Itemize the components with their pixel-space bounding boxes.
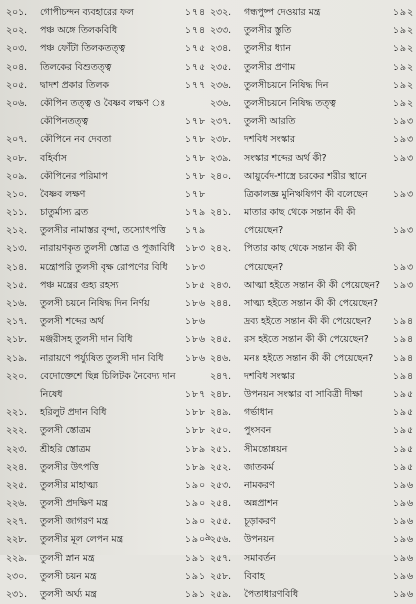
toc-entry — [210, 313, 414, 331]
entry-title: গন্ধপুষ্প দেওয়ার মন্ত্র — [244, 7, 321, 18]
toc-entry — [6, 22, 206, 40]
entry-number: ২১৫. — [6, 279, 28, 291]
entry-page: ১৮৯ — [184, 443, 206, 455]
entry-title: নারায়ণে পর্য্যুষিত তুলসী দান বিধি — [40, 352, 164, 364]
toc-entry — [210, 59, 414, 77]
entry-title: তুলসী শব্দের অর্থ — [40, 316, 104, 328]
entry-page: ১৮৬ — [184, 334, 206, 346]
entry-number: ২৩৮. — [210, 134, 232, 146]
entry-title: অন্নপ্রাশন — [244, 498, 279, 510]
entry-page: ১৯৬ — [392, 516, 414, 528]
toc-entry — [210, 550, 414, 568]
entry-page: ১৯২ — [392, 25, 414, 37]
entry-page: ১৭৮ — [184, 170, 206, 182]
entry-number: ২৪৮. — [210, 388, 232, 400]
entry-number: ২৫৭. — [210, 552, 232, 564]
toc-entry — [6, 113, 206, 131]
entry-title: চাতুর্মাস্য ব্রত — [40, 207, 88, 219]
entry-page: ১৯২ — [392, 43, 414, 55]
entry-number: ২৫০. — [210, 425, 232, 437]
toc-entry — [210, 568, 414, 586]
entry-page: ১৯২ — [392, 79, 414, 91]
entry-title: আত্মা হইতে সন্তান কী কী পেয়েছেন? — [244, 279, 380, 291]
toc-entry — [210, 441, 414, 459]
entry-page: ১৯৬ — [392, 570, 414, 582]
entry-page: ১৯৪ — [392, 370, 414, 382]
entry-page: ১৭৫ — [184, 43, 206, 55]
entry-page: ১৯৬ — [392, 498, 414, 510]
entry-number: ২৩২. — [210, 7, 232, 18]
entry-number: ২২৩. — [6, 443, 28, 455]
entry-page: ১৯৩ — [392, 188, 414, 200]
entry-title: গর্ভাধান — [244, 407, 274, 419]
toc-entry — [210, 95, 414, 113]
entry-page: ১৭৫ — [184, 61, 206, 73]
entry-title: কৌপিনতত্ত্ব — [40, 116, 89, 128]
toc-entry — [210, 368, 414, 386]
entry-number: ২২৪. — [6, 461, 28, 473]
entry-number: ২৫৫. — [210, 516, 232, 528]
entry-number: ২০৩. — [6, 43, 28, 55]
entry-page: ১৯২ — [392, 61, 414, 73]
toc-entry — [6, 368, 206, 386]
entry-page: ১৯৬ — [392, 589, 414, 600]
entry-number: ২০৫. — [6, 79, 28, 91]
entry-page: ১৯৩ — [392, 152, 414, 164]
entry-title: উপনয়ন — [244, 534, 275, 546]
entry-number: ২২১. — [6, 407, 28, 419]
entry-number: ২২৮. — [6, 534, 28, 546]
toc-entry — [210, 404, 414, 422]
entry-page: ১৯৬ — [392, 552, 414, 564]
entry-number: ২৫৯. — [210, 589, 232, 600]
entry-page: ১৯৬ — [392, 534, 414, 546]
toc-entry — [6, 386, 206, 404]
entry-number: ২১৮. — [6, 334, 28, 346]
entry-title: গোপীচন্দন ব্যবহারের ফল — [40, 7, 134, 18]
entry-page: ১৯৫ — [392, 443, 414, 455]
toc-entry — [210, 168, 414, 186]
entry-title: তুলসী স্নান মন্ত্র — [40, 552, 95, 564]
entry-number: ২৫৮. — [210, 570, 232, 582]
entry-number: ২২০. — [6, 370, 28, 382]
entry-number: ২১৭. — [6, 316, 28, 328]
toc-entry — [6, 131, 206, 149]
entry-title: তিলকের বিশুতত্ত্ব — [40, 61, 112, 73]
entry-page: ১৮৮ — [184, 425, 206, 437]
entry-title: কৌপিনের পরিমাপ — [40, 170, 108, 182]
entry-number: ২৫২. — [210, 461, 232, 473]
entry-title: মাতার কাছ থেকে সন্তান কী কী — [244, 207, 356, 219]
entry-title: পঞ্চ মন্ত্রের গুহ্য রহস্য — [40, 279, 119, 291]
entry-title: তুলসী স্তোত্রম — [40, 425, 91, 437]
entry-page: ১৮৩ — [184, 243, 206, 255]
entry-page: ১৭৭ — [184, 79, 206, 91]
entry-page: ১৯৫ — [392, 461, 414, 473]
toc-entry — [210, 150, 414, 168]
entry-number: ২৩০. — [6, 570, 28, 582]
entry-page: ১৮৮ — [184, 407, 206, 419]
toc-entry — [6, 95, 206, 113]
toc-entry — [6, 513, 206, 531]
toc-entry — [210, 586, 414, 604]
entry-number: ২৩৬. — [210, 97, 232, 109]
entry-number: ২০৪. — [6, 61, 28, 73]
toc-entry — [210, 222, 414, 240]
page-number: ৯ — [204, 532, 212, 543]
entry-page: ১৮৬ — [184, 298, 206, 309]
entry-page: ১৮৩ — [184, 261, 206, 273]
toc-entry — [6, 295, 206, 313]
entry-number: ২১৩. — [6, 243, 28, 255]
toc-entry — [210, 477, 414, 495]
toc-entry — [6, 331, 206, 349]
entry-number: ২৪৩. — [210, 279, 232, 291]
entry-number: ২০৬. — [6, 97, 28, 109]
entry-number: ২৫৩. — [210, 479, 232, 491]
entry-page: ১৯৫ — [392, 407, 414, 419]
toc-entry — [210, 331, 414, 349]
toc-entry — [6, 568, 206, 586]
entry-page: ১৯০ — [184, 479, 206, 491]
toc-entry — [6, 404, 206, 422]
toc-entry — [6, 277, 206, 295]
entry-title: হরিলুট প্রদান বিধি — [40, 407, 107, 419]
entry-title: তুলসীচয়নে নিষিদ্ধ তত্ত্ব — [244, 97, 336, 109]
toc-entry — [210, 22, 414, 40]
toc-entry — [6, 350, 206, 368]
entry-title: পুংসবন — [244, 425, 272, 437]
entry-title: দ্বাদশ প্রকার তিলক — [40, 79, 109, 91]
entry-number: ২১২. — [6, 225, 28, 237]
entry-title: সীমন্তোন্নয়ন — [244, 443, 288, 455]
toc-entry — [210, 386, 414, 404]
entry-title: মঞ্জরীসহ তুলসী দান বিধি — [40, 334, 133, 346]
entry-title: তুলসীর ধ্যান — [244, 43, 291, 55]
entry-title: বহির্বাস — [40, 152, 67, 164]
entry-page: ১৭৪ — [184, 7, 206, 18]
entry-page: ১৭৪ — [184, 25, 206, 37]
entry-number: ২৩৫. — [210, 61, 232, 73]
entry-title: তুলসীর প্রণাম — [244, 61, 296, 73]
entry-title: কৌপিন তত্ত্ব ও বৈষ্ণব লক্ষণ ঃ — [40, 97, 166, 109]
toc-entry — [6, 313, 206, 331]
entry-page: ১৭৮ — [184, 116, 206, 128]
entry-title: তুলসী প্রদক্ষিণ মন্ত্র — [40, 498, 108, 510]
entry-number: ২৩৩. — [210, 25, 232, 37]
entry-number: ২২২. — [6, 425, 28, 437]
entry-number: ২১৬. — [6, 298, 28, 309]
entry-page: ১৮৭ — [184, 388, 206, 400]
toc-entry — [210, 422, 414, 440]
toc-entry — [6, 477, 206, 495]
entry-number: ২৩৬. — [210, 79, 232, 91]
toc-entry — [6, 186, 206, 204]
entry-title: পঞ্চ অঙ্গে তিলকবিধি — [40, 25, 118, 37]
toc-entry — [210, 113, 414, 131]
entry-number: ২০৭. — [6, 134, 28, 146]
toc-entry — [6, 40, 206, 58]
entry-page: ১৯৪ — [392, 316, 414, 328]
entry-number: ২০৯. — [6, 170, 28, 182]
entry-page: ১৯২ — [392, 97, 414, 109]
entry-number: ২৫৪. — [210, 498, 232, 510]
entry-title: নিষেধ — [40, 388, 63, 400]
toc-entry — [210, 40, 414, 58]
entry-page: ১৯০ — [184, 498, 206, 510]
entry-number: ২১৪. — [6, 261, 28, 273]
toc-entry — [6, 586, 206, 604]
entry-title: পৈতাধারণবিধি — [244, 589, 299, 600]
entry-title: তুলসীর নামাস্তর বৃন্দা, তস্যোৎপত্তি — [40, 225, 166, 237]
toc-left-column — [6, 4, 206, 604]
entry-number: ২৩৭. — [210, 116, 232, 128]
entry-number: ২৪১. — [210, 207, 232, 219]
toc-entry — [210, 259, 414, 277]
entry-title: তুলসী চয়নে নিষিদ্ধ দিন নির্ণয় — [40, 298, 150, 309]
entry-number: ২১৯. — [6, 352, 28, 364]
entry-number: ২৩৯. — [210, 152, 232, 164]
entry-page: ১৭৮ — [184, 188, 206, 200]
entry-page: ১৯১ — [184, 589, 206, 600]
entry-page: ১৭৮ — [184, 134, 206, 146]
entry-page: ১৮৯ — [184, 461, 206, 473]
toc-entry — [210, 277, 414, 295]
toc-entry — [210, 295, 414, 313]
toc-entry — [210, 513, 414, 531]
entry-title: বেদোক্তেশে ছিন্ন চিলিটক নৈবেদ্য দান — [40, 370, 176, 382]
toc-entry — [6, 4, 206, 22]
entry-page: ১৯১ — [184, 570, 206, 582]
entry-title: রস হইতে সন্তান কী কী পেয়েছেন? — [244, 334, 369, 346]
toc-entry — [6, 150, 206, 168]
entry-number: ২৪০. — [210, 170, 232, 182]
entry-number: ২১০. — [6, 188, 28, 200]
entry-number: ২৪৬. — [210, 352, 232, 364]
toc-entry — [210, 204, 414, 222]
entry-title: শ্রীহরি স্তোত্রম — [40, 443, 91, 455]
entry-title: তুলসীর মাহাত্ম্য — [40, 479, 98, 491]
entry-title: উপনয়ন সংস্কার বা সাবিত্রী দীক্ষা — [244, 388, 363, 400]
toc-entry — [210, 131, 414, 149]
entry-number: ২০৮. — [6, 152, 28, 164]
entry-page: ১৭৮ — [184, 152, 206, 164]
toc-entry — [210, 4, 414, 22]
entry-number: ২৪৫. — [210, 334, 232, 346]
entry-page: ১৮৬ — [184, 352, 206, 364]
entry-title: বিবাহ — [244, 570, 265, 582]
entry-title: দ্রব্য হইতে সন্তান কী কী পেয়েছেন? — [244, 316, 372, 328]
toc-entry — [6, 77, 206, 95]
toc-entry — [6, 495, 206, 513]
entry-number: ২৪৭. — [210, 370, 232, 382]
toc-entry — [210, 240, 414, 258]
entry-title: বৈষ্ণব লক্ষণ — [40, 188, 86, 200]
entry-number: ২৫১. — [210, 443, 232, 455]
entry-page: ১৭৯ — [184, 207, 206, 219]
entry-number: ২৪৪. — [210, 298, 232, 309]
entry-page: ১৯১ — [184, 552, 206, 564]
entry-page: ১৮৫ — [184, 279, 206, 291]
entry-page: ১৯২ — [392, 7, 414, 18]
entry-number: ২৫৬. — [210, 534, 232, 546]
toc-entry — [6, 550, 206, 568]
entry-page: ১৯৫ — [392, 388, 414, 400]
entry-title: তুলসী অর্ঘ্য মন্ত্র — [40, 589, 97, 600]
entry-title: ত্রিকালজ্ঞ মুনিঋষিগণ কী বলেছেন — [244, 188, 368, 200]
toc-entry — [6, 204, 206, 222]
entry-title: কৌপিনে নব দেবতা — [40, 134, 112, 146]
entry-number: ২১১. — [6, 207, 28, 219]
entry-title: তুলসীর মূল লেপন মন্ত্র — [40, 534, 123, 546]
entry-title: দশবিধ সংস্কার — [244, 370, 296, 382]
entry-title: সাত্ম্য হইতে সন্তান কী কী পেয়েছেন? — [244, 298, 378, 309]
entry-title: সংস্কার শব্দের অর্থ কী? — [244, 152, 327, 164]
entry-number: ২০২. — [6, 25, 28, 37]
entry-page: ১৯৩ — [392, 261, 414, 273]
entry-title: আয়ুর্বেদ-শাস্ত্রে চরকের শরীর স্থানে — [244, 170, 367, 182]
entry-title: পিতার কাছ থেকে সন্তান কী কী — [244, 243, 357, 255]
entry-title: পেয়েছেন? — [244, 261, 284, 273]
entry-page: ১৯৩ — [392, 225, 414, 237]
toc-entry — [210, 186, 414, 204]
toc-entry — [210, 350, 414, 368]
entry-title: তুলসী আরতি — [244, 116, 296, 128]
entry-title: তুলসীর স্তুতি — [244, 25, 292, 37]
entry-page: ১৯৬ — [392, 479, 414, 491]
entry-title: জাতকর্ম — [244, 461, 274, 473]
entry-page: ১৯৫ — [392, 425, 414, 437]
entry-number: ২২৯. — [6, 552, 28, 564]
entry-page: ১৯৪ — [392, 352, 414, 364]
entry-title: মনঃ হইতে সন্তান কী কী পেয়েছেন? — [244, 352, 374, 364]
entry-page: ১৯৩ — [392, 279, 414, 291]
toc-right-column — [210, 4, 414, 604]
entry-page: ১৯০ — [184, 516, 206, 528]
entry-title: সমাবর্তন — [244, 552, 276, 564]
toc-entry — [6, 441, 206, 459]
entry-page: ১৭৯ — [184, 225, 206, 237]
entry-title: নামকরণ — [244, 479, 275, 491]
entry-number: ২২৭. — [6, 516, 28, 528]
entry-page: ১৮৬ — [184, 316, 206, 328]
entry-number: ২৪২. — [210, 243, 232, 255]
toc-entry — [210, 77, 414, 95]
toc-entry — [210, 495, 414, 513]
entry-number: ২২৫. — [6, 479, 28, 491]
entry-title: মন্ত্রোপরি তুলসী বৃক্ষ রোপণের বিধি — [40, 261, 168, 273]
entry-title: তুলসী জাগরণ মন্ত্র — [40, 516, 109, 528]
entry-page: ১৯৩ — [392, 116, 414, 128]
entry-number: ২০১. — [6, 7, 28, 18]
entry-title: পেয়েছেন? — [244, 225, 284, 237]
entry-page: ১৯৩ — [392, 134, 414, 146]
toc-entry — [210, 459, 414, 477]
entry-number: ২৩১. — [6, 589, 28, 600]
entry-title: তুলসীর উৎপত্তি — [40, 461, 99, 473]
entry-title: পঞ্চ ফোঁটা তিলকতত্ত্ব — [40, 43, 125, 55]
toc-entry — [6, 59, 206, 77]
entry-number: ২৩৪. — [210, 43, 232, 55]
toc-entry — [6, 240, 206, 258]
entry-title: তুলসী চয়ন মন্ত্র — [40, 570, 97, 582]
entry-title: নারায়ণকৃত তুলসী স্তোত্র ও পূজাবিধি — [40, 243, 176, 255]
entry-number: ২২৬. — [6, 498, 28, 510]
entry-title: চূড়াকরণ — [244, 516, 276, 528]
toc-entry — [6, 222, 206, 240]
toc-entry — [6, 422, 206, 440]
toc-entry — [6, 459, 206, 477]
entry-page: ১৯০ — [184, 534, 206, 546]
entry-page: ১৯৪ — [392, 334, 414, 346]
toc-entry — [6, 168, 206, 186]
toc-entry — [6, 259, 206, 277]
entry-title: দশবিধ সংস্কার — [244, 134, 296, 146]
entry-title: তুলসীচয়নে নিষিদ্ধ দিন — [244, 79, 329, 91]
entry-number: ২৪৯. — [210, 407, 232, 419]
